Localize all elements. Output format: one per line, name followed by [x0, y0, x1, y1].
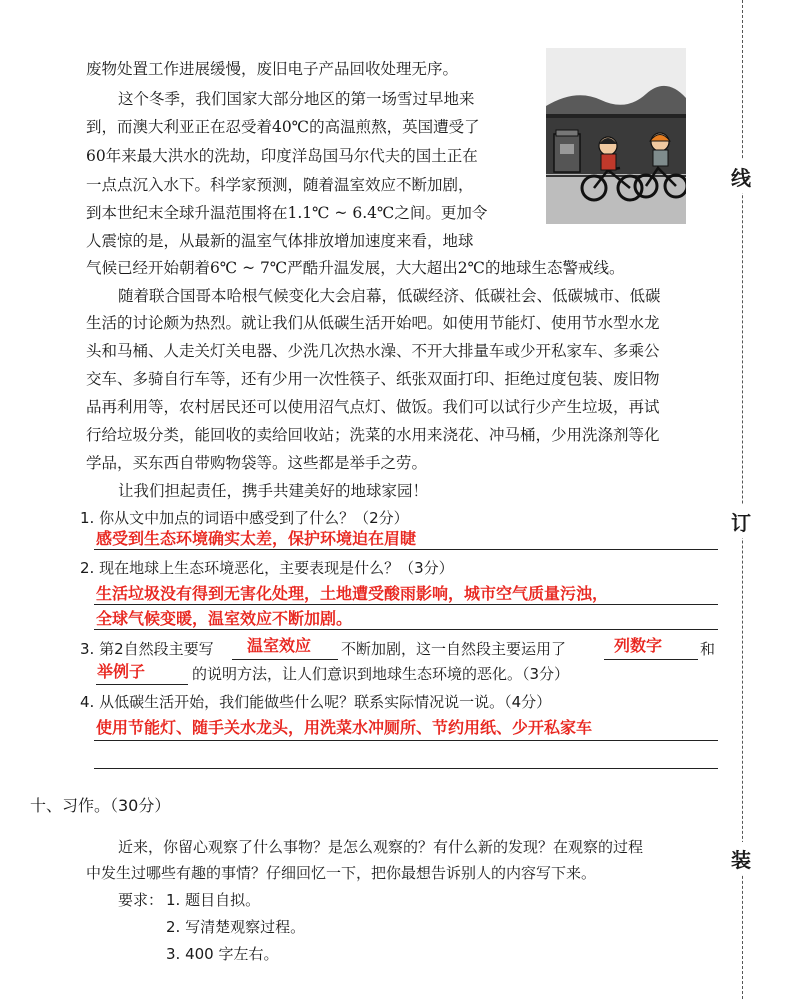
- blank-line: [604, 659, 698, 660]
- question-1: 1. 你从文中加点的词语中感受到了什么？（2分）: [80, 509, 409, 527]
- passage-line: 60年来最大洪水的洗劫，印度洋岛国马尔代夫的国土正在: [86, 147, 478, 165]
- passage-line: 这个冬季，我们国家大部分地区的第一场雪过早地来: [118, 90, 475, 108]
- answer-line: [94, 629, 718, 630]
- passage-line: 到，而澳大利亚正在忍受着40℃的高温煎熬，英国遭受了: [86, 118, 480, 136]
- passage-line: 学品，买东西自带购物袋等。这些都是举手之劳。: [86, 454, 428, 472]
- passage-line: 气候已经开始朝着6℃ ~ 7℃严酷升温发展，大大超出2℃的地球生态警戒线。: [86, 259, 625, 277]
- passage-line: 到本世纪末全球升温范围将在1.1℃ ~ 6.4℃之间。更加令: [86, 204, 488, 222]
- passage-line: 头和马桶、人走关灯关电器、少洗几次热水澡、不开大排量车或少开私家车、多乘公: [86, 342, 660, 360]
- answer-line: [94, 768, 718, 769]
- requirement-item: 1. 题目自拟。: [166, 891, 261, 909]
- passage-line: 人震惊的是，从最新的温室气体排放增加速度来看，地球: [86, 232, 474, 250]
- answer-2-line-1: 生活垃圾没有得到无害化处理，土地遭受酸雨影响，城市空气质量污浊，: [96, 584, 609, 603]
- passage-line: 生活的讨论颇为热烈。就让我们从低碳生活开始吧。如使用节能灯、使用节水型水龙: [86, 314, 660, 332]
- question-3-part-c: 和: [700, 640, 716, 658]
- passage-line: 品再利用等，农村居民还可以使用沼气点灯、做饭。我们可以试行少产生垃圾，再试: [86, 398, 660, 416]
- margin-char-ding: 订: [731, 505, 751, 538]
- section-heading-writing: 十、习作。（30分）: [30, 796, 171, 815]
- question-3-blank-3: 举例子: [97, 662, 146, 681]
- passage-top-line: 废物处置工作进展缓慢，废旧电子产品回收处理无序。: [86, 60, 459, 78]
- passage-closing-line: 让我们担起责任，携手共建美好的地球家园！: [118, 482, 429, 500]
- illustration-children-cycling: [546, 48, 686, 224]
- writing-prompt-line: 近来，你留心观察了什么事物？是怎么观察的？有什么新的发现？在观察的过程: [118, 838, 644, 856]
- writing-prompt-line: 中发生过哪些有趣的事情？仔细回忆一下，把你最想告诉别人的内容写下来。: [86, 864, 597, 882]
- blank-line: [232, 659, 338, 660]
- question-3-blank-1: 温室效应: [247, 636, 312, 655]
- requirements-label: 要求：: [118, 891, 164, 909]
- question-3-part-b: 不断加剧，这一自然段主要运用了: [341, 640, 567, 658]
- question-2: 2. 现在地球上生态环境恶化，主要表现是什么？（3分）: [80, 559, 454, 577]
- question-3-part-d: 的说明方法，让人们意识到地球生态环境的恶化。（3分）: [192, 665, 570, 683]
- passage-line: 一点点沉入水下。科学家预测，随着温室效应不断加剧，: [86, 176, 474, 194]
- blank-line: [96, 684, 188, 685]
- answer-1: 感受到生态环境确实太差，保护环境迫在眉睫: [96, 529, 417, 548]
- question-3-blank-2: 列数字: [614, 636, 663, 655]
- passage-line: 交车、多骑自行车等，还有少用一次性筷子、纸张双面打印、拒绝过度包装、废旧物: [86, 370, 660, 388]
- passage-line: 行给垃圾分类，能回收的卖给回收站；洗菜的水用来浇花、冲马桶，少用洗涤剂等化: [86, 426, 660, 444]
- margin-char-zhuang: 装: [731, 842, 751, 875]
- requirement-item: 2. 写清楚观察过程。: [166, 918, 306, 936]
- answer-line: [94, 740, 718, 741]
- question-4: 4. 从低碳生活开始，我们能做些什么呢？联系实际情况说一说。（4分）: [80, 693, 552, 711]
- passage-line: 随着联合国哥本哈根气候变化大会启幕，低碳经济、低碳社会、低碳城市、低碳: [118, 287, 661, 305]
- answer-2-line-2: 全球气候变暖，温室效应不断加剧。: [96, 609, 353, 628]
- requirement-item: 3. 400 字左右。: [166, 945, 279, 963]
- answer-4: 使用节能灯、随手关水龙头，用洗菜水冲厕所、节约用纸、少开私家车: [96, 718, 593, 737]
- answer-line: [94, 604, 718, 605]
- margin-char-xian: 线: [731, 160, 751, 193]
- question-3-part-a: 3. 第2自然段主要写: [80, 640, 214, 658]
- answer-line: [94, 549, 718, 550]
